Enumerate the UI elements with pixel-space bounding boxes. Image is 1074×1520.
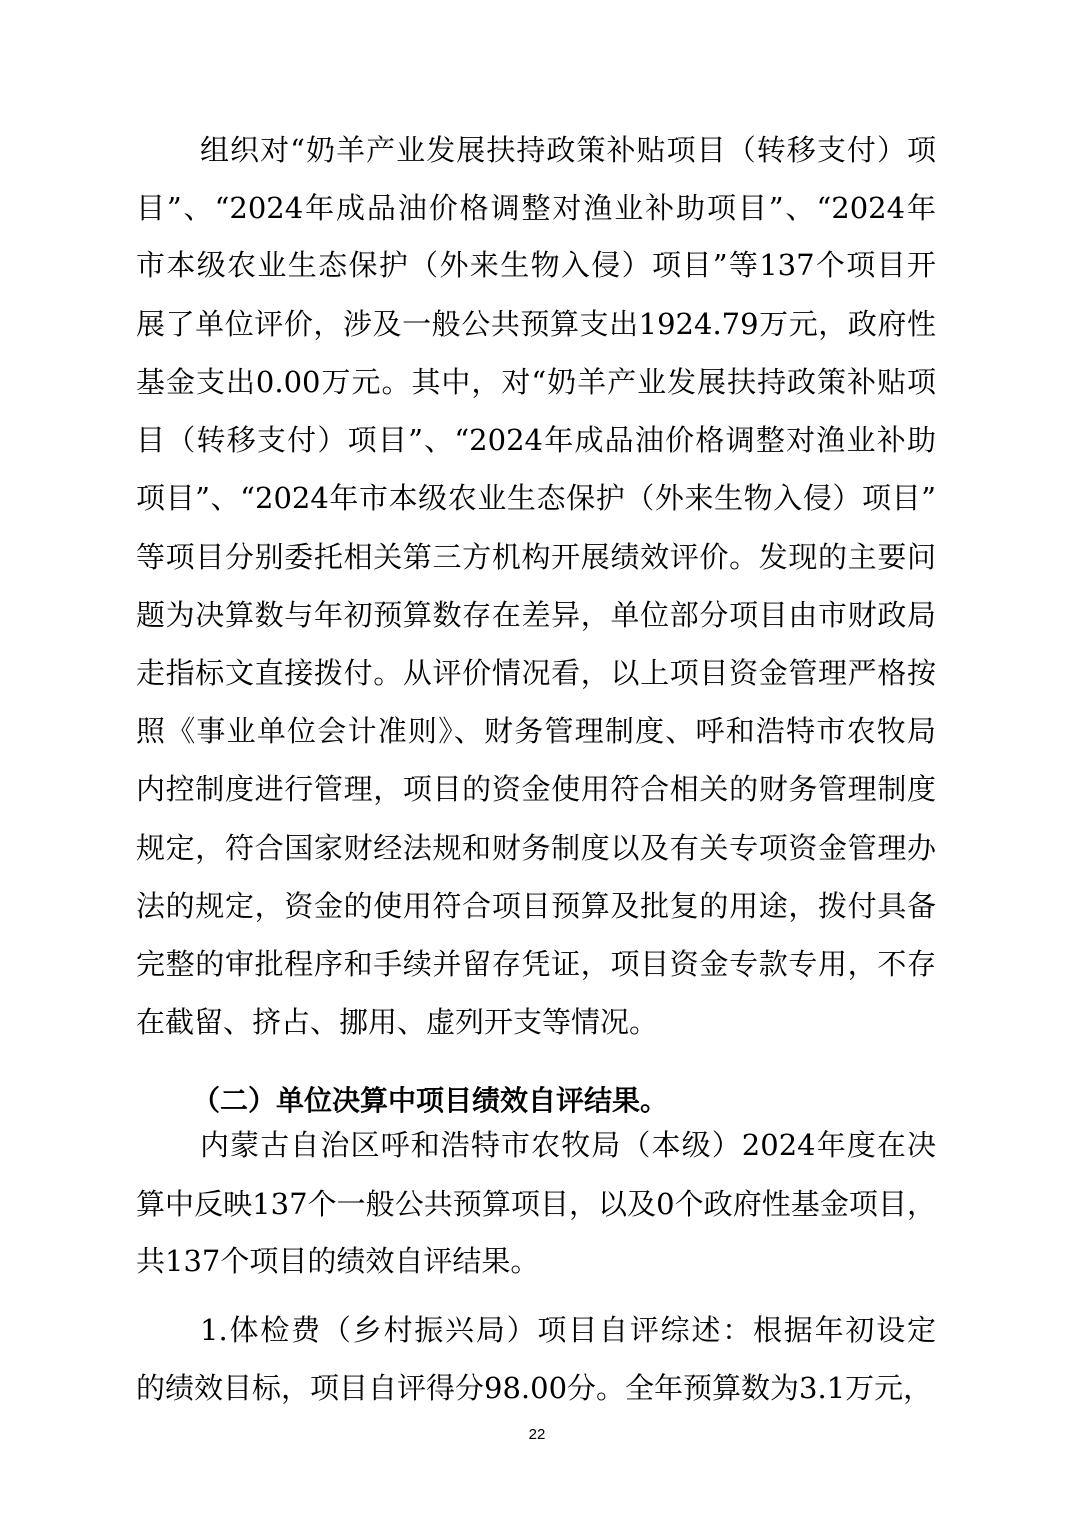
paragraph-1-line-6: 目（转移支付）项目”、“2024年成品油价格调整对渔业补助 <box>136 423 936 457</box>
paragraph-1-line-3: 市本级农业生态保护（外来生物入侵）项目”等137个项目开 <box>136 248 936 282</box>
paragraph-1-line-2: 目”、“2024年成品油价格调整对渔业补助项目”、“2024年 <box>136 191 936 225</box>
paragraph-2-line-3: 共137个项目的绩效自评结果。 <box>136 1244 540 1278</box>
paragraph-1-line-15: 完整的审批程序和手续并留存凭证，项目资金专款专用，不存 <box>136 947 936 981</box>
paragraph-2-line-1: 内蒙古自治区呼和浩特市农牧局（本级）2024年度在决 <box>200 1128 936 1162</box>
paragraph-1-line-9: 题为决算数与年初预算数存在差异，单位部分项目由市财政局 <box>136 598 936 632</box>
paragraph-1-line-16: 在截留、挤占、挪用、虚列开支等情况。 <box>136 1005 659 1039</box>
paragraph-1-line-14: 法的规定，资金的使用符合项目预算及批复的用途，拨付具备 <box>136 889 936 923</box>
paragraph-1-line-8: 等项目分别委托相关第三方机构开展绩效评价。发现的主要问 <box>136 540 936 574</box>
paragraph-1-line-5: 基金支出0.00万元。其中，对“奶羊产业发展扶持政策补贴项 <box>136 365 936 399</box>
paragraph-1-line-1: 组织对“奶羊产业发展扶持政策补贴项目（转移支付）项 <box>200 133 936 167</box>
paragraph-1-line-7: 项目”、“2024年市本级农业生态保护（外来生物入侵）项目” <box>136 481 936 515</box>
section-heading: （二）单位决算中项目绩效自评结果。 <box>192 1084 669 1117</box>
paragraph-1-line-13: 规定，符合国家财经法规和财务制度以及有关专项资金管理办 <box>136 831 936 865</box>
paragraph-1-line-11: 照《事业单位会计准则》、财务管理制度、呼和浩特市农牧局 <box>136 714 936 748</box>
paragraph-3-line-1: 1.体检费（乡村振兴局）项目自评综述：根据年初设定 <box>200 1313 936 1347</box>
paragraph-3-line-2: 的绩效目标，项目自评得分98.00分。全年预算数为3.1万元， <box>136 1371 933 1405</box>
paragraph-2-line-2: 算中反映137个一般公共预算项目，以及0个政府性基金项目， <box>136 1187 936 1221</box>
paragraph-1-line-10: 走指标文直接拨付。从评价情况看，以上项目资金管理严格按 <box>136 656 936 690</box>
paragraph-1-line-12: 内控制度进行管理，项目的资金使用符合相关的财务管理制度 <box>136 772 936 806</box>
paragraph-1-line-4: 展了单位评价，涉及一般公共预算支出1924.79万元，政府性 <box>136 307 936 341</box>
page-number: 22 <box>528 1426 546 1443</box>
